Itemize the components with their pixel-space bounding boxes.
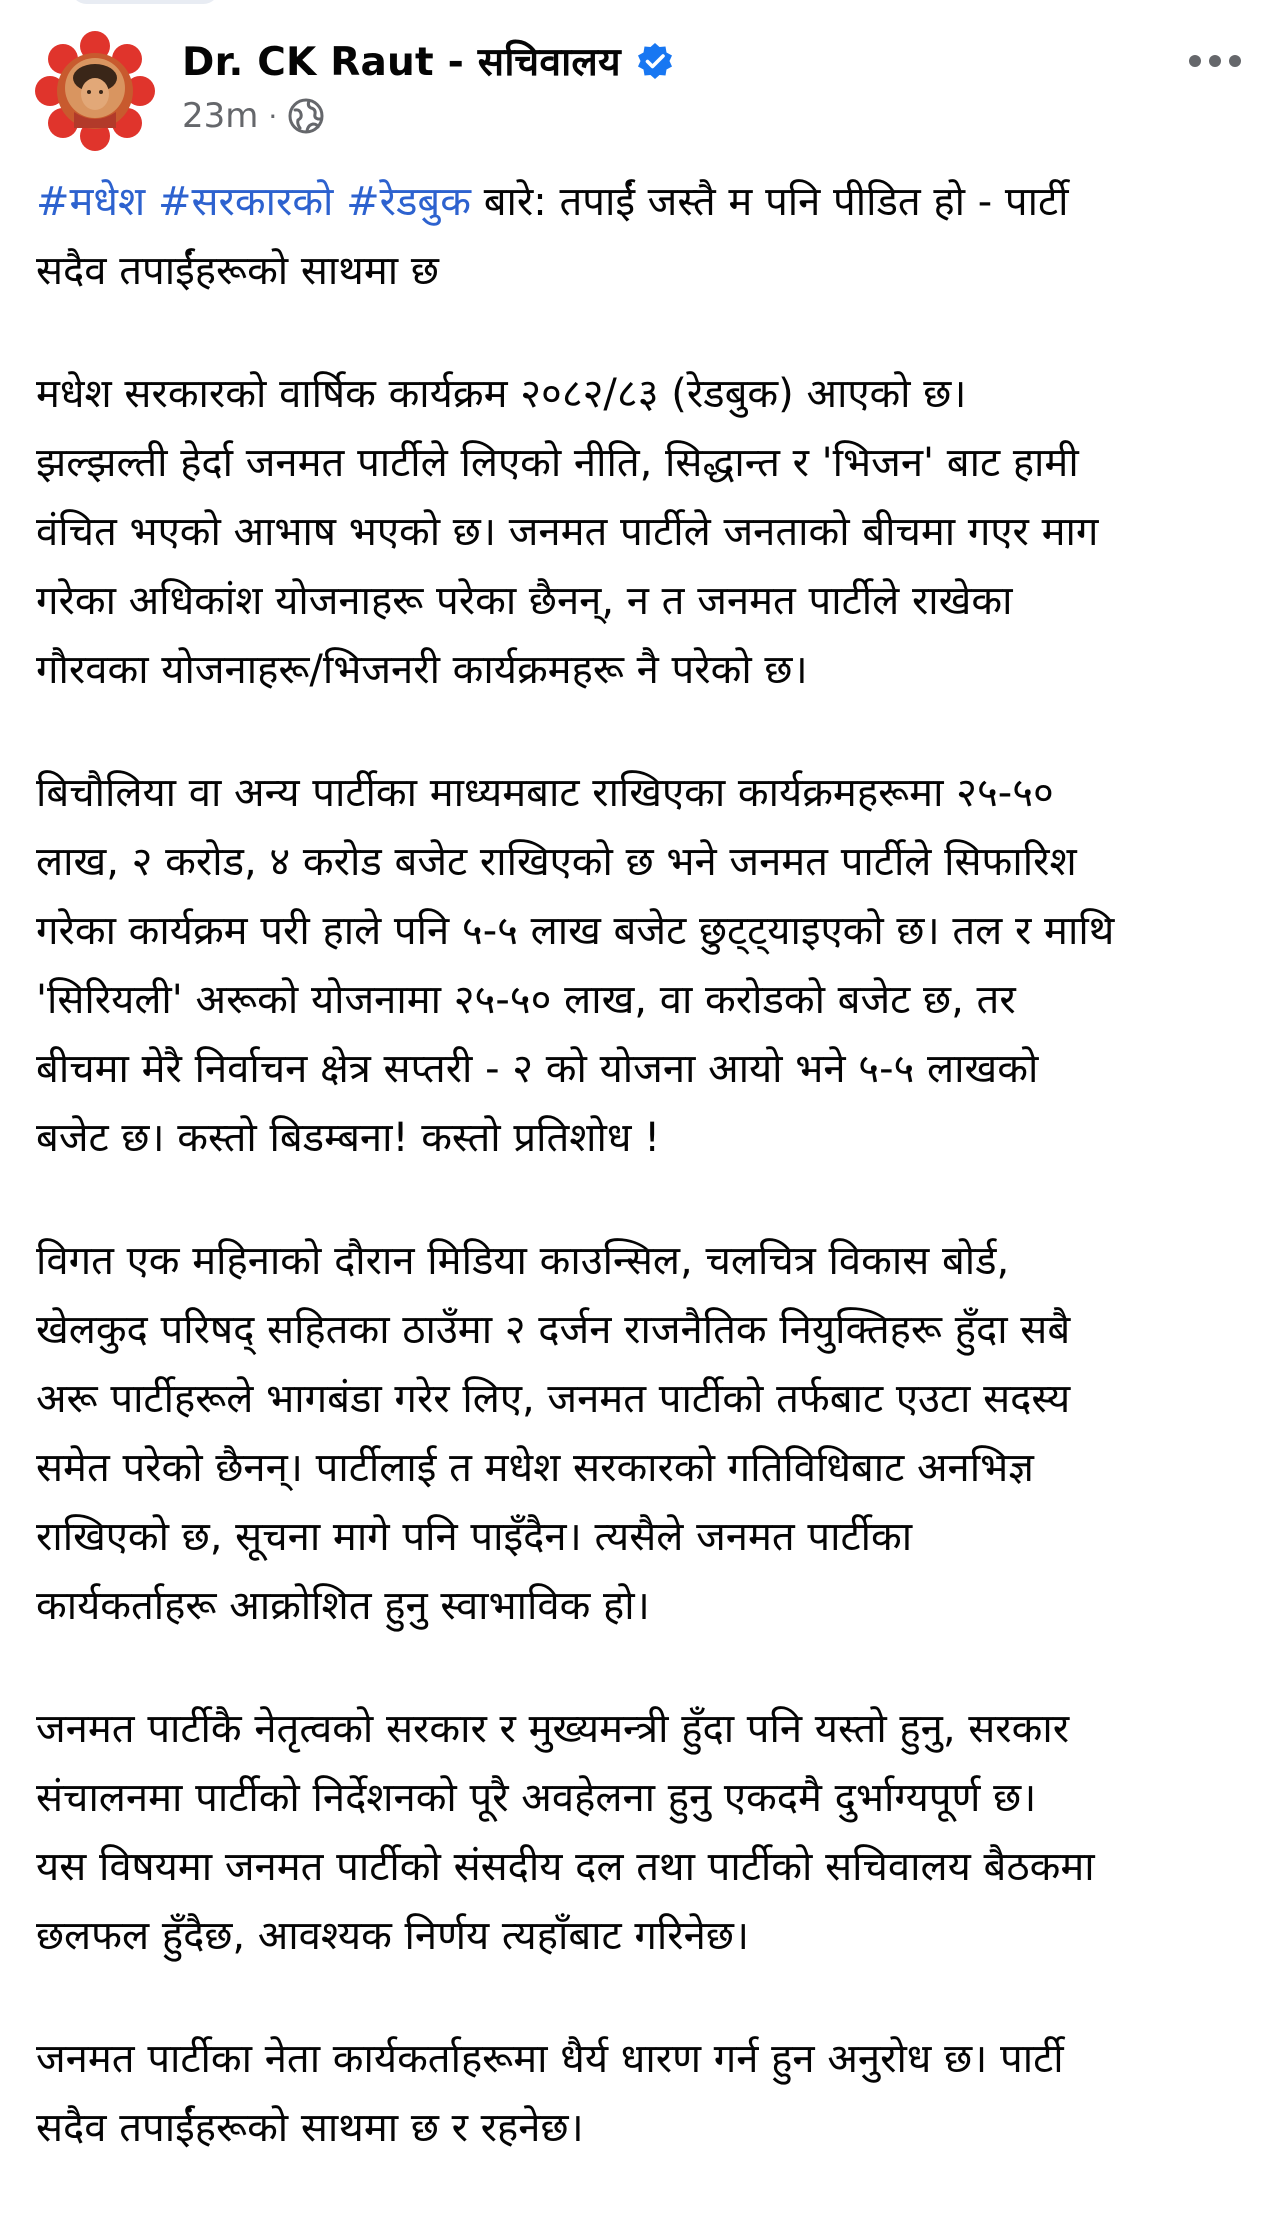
profile-picture-icon: [34, 30, 156, 152]
hashtag-link[interactable]: #मधेश: [36, 179, 146, 225]
post-meta: [182, 96, 325, 136]
paragraph-line: गरेका अधिकांश योजनाहरू परेका छैनन्, न त जनमत पार्टीले राखेका: [36, 578, 1013, 624]
paragraph-line: जनमत पार्टीकै नेतृत्वको सरकार र मुख्यमन्त्री हुँदा पनि यस्तो हुनु, सरकार: [36, 1706, 1070, 1752]
post-timestamp[interactable]: 23m: [182, 96, 259, 136]
paragraph-1: [36, 360, 1264, 705]
more-options-button[interactable]: [1180, 36, 1250, 86]
paragraph-line: संचालनमा पार्टीको निर्देशनको पूरै अवहेलना हुनु एकदमै दुर्भाग्यपूर्ण छ।: [36, 1775, 1037, 1821]
top-tab-sliver: [70, 0, 220, 4]
meta-separator: ·: [268, 99, 278, 133]
paragraph-line: राखिएको छ, सूचना मागे पनि पाइँदैन। त्यसैले जनमत पार्टीका: [36, 1514, 913, 1560]
hashtag-link[interactable]: #रेडबुक: [346, 179, 471, 225]
paragraph-3: [36, 1227, 1264, 1641]
more-options-icon: [1188, 54, 1242, 68]
paragraph-line: सदैव तपाईंहरूको साथमा छ र रहनेछ।: [36, 2105, 584, 2151]
paragraph-line: अरू पार्टीहरूले भागबंडा गरेर लिए, जनमत पार्टीको तर्फबाट एउटा सदस्य: [36, 1376, 1071, 1422]
paragraph-line: यस विषयमा जनमत पार्टीको संसदीय दल तथा पार्टीको सचिवालय बैठकमा: [36, 1844, 1095, 1890]
paragraph-line: विगत एक महिनाको दौरान मिडिया काउन्सिल, चलचित्र विकास बोर्ड,: [36, 1238, 1010, 1284]
intro-text: बारे: तपाईं जस्तै म पनि पीडित हो - पार्टी: [483, 179, 1069, 225]
paragraph-line: लाख, २ करोड, ४ करोड बजेट राखिएको छ भने जनमत पार्टीले सिफारिश: [36, 839, 1077, 885]
intro-line-1: [36, 168, 1264, 237]
paragraph-line: 'सिरियली' अरूको योजनामा २५-५० लाख, वा करोडको बजेट छ, तर: [36, 977, 1016, 1023]
author-name[interactable]: Dr. CK Raut - सचिवालय: [182, 40, 621, 85]
paragraph-4: [36, 1695, 1264, 1971]
verified-badge-icon: [635, 41, 675, 81]
paragraph-5: [36, 2025, 1264, 2163]
paragraph-line: खेलकुद परिषद् सहितका ठाउँमा २ दर्जन राजनैतिक नियुक्तिहरू हुँदा सबै: [36, 1307, 1071, 1353]
paragraph-line: झल्झल्ती हेर्दा जनमत पार्टीले लिएको नीति, सिद्धान्त र 'भिजन' बाट हामी: [36, 440, 1079, 486]
paragraph-line: समेत परेको छैनन्। पार्टीलाई त मधेश सरकारको गतिविधिबाट अनभिज्ञ: [36, 1445, 1034, 1491]
intro-line-2: सदैव तपाईंहरूको साथमा छ: [36, 248, 439, 294]
paragraph-line: वंचित भएको आभाष भएको छ। जनमत पार्टीले जनताको बीचमा गएर माग: [36, 509, 1099, 555]
paragraph-line: बिचौलिया वा अन्य पार्टीका माध्यमबाट राखिएका कार्यक्रमहरूमा २५-५०: [36, 770, 1054, 816]
paragraph-line: जनमत पार्टीका नेता कार्यकर्ताहरूमा धैर्य धारण गर्न हुन अनुरोध छ। पार्टी: [36, 2036, 1064, 2082]
paragraph-line: छलफल हुँदैछ, आवश्यक निर्णय त्यहाँबाट गरिनेछ।: [36, 1913, 750, 1959]
paragraph-line: बजेट छ। कस्तो बिडम्बना! कस्तो प्रतिशोध !: [36, 1115, 661, 1161]
paragraph-line: कार्यकर्ताहरू आक्रोशित हुनु स्वाभाविक हो।: [36, 1583, 650, 1629]
paragraph-line: मधेश सरकारको वार्षिक कार्यक्रम २०८२/८३ (रेडबुक) आएको छ।: [36, 371, 967, 417]
author-name-row: [182, 34, 675, 87]
avatar[interactable]: [34, 30, 156, 152]
globe-icon[interactable]: [287, 97, 325, 135]
hashtag-link[interactable]: #सरकारको: [157, 179, 334, 225]
paragraph-line: गौरवका योजनाहरू/भिजनरी कार्यक्रमहरू नै परेको छ।: [36, 647, 808, 693]
post-text: [36, 168, 1264, 2217]
paragraph-line: बीचमा मेरै निर्वाचन क्षेत्र सप्तरी - २ को योजना आयो भने ५-५ लाखको: [36, 1046, 1039, 1092]
post-intro: [36, 168, 1264, 306]
paragraph-2: [36, 759, 1264, 1173]
post-header: [34, 26, 1250, 146]
paragraph-line: गरेका कार्यक्रम परी हाले पनि ५-५ लाख बजेट छुट्ट्याइएको छ। तल र माथि: [36, 908, 1115, 954]
